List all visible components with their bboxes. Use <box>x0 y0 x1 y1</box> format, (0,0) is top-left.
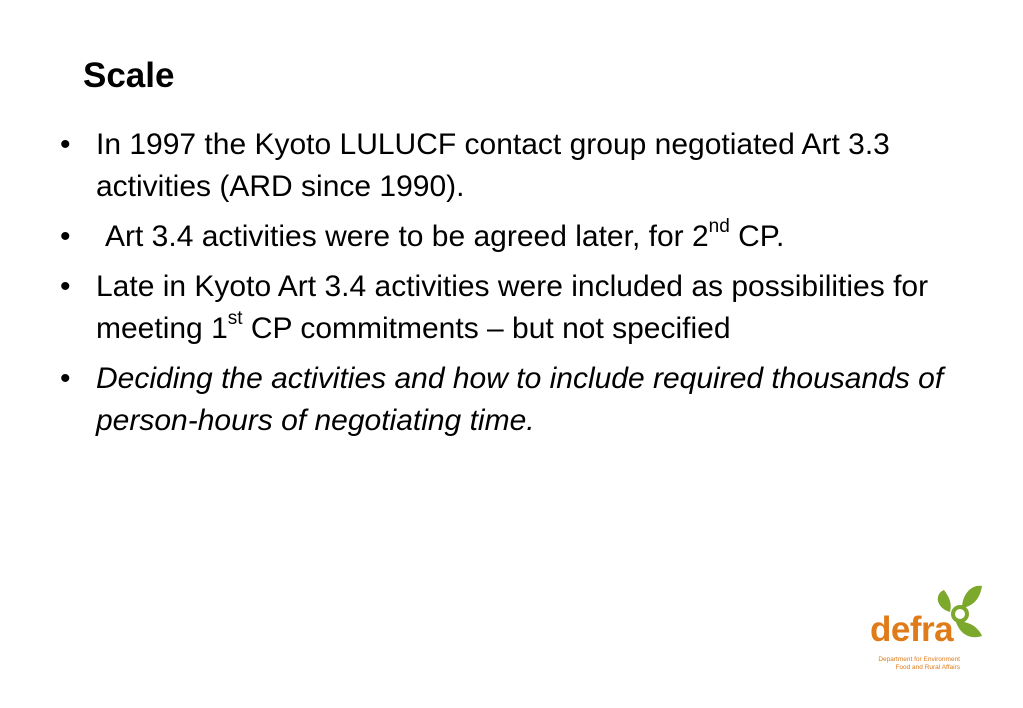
bullet-text <box>96 216 785 253</box>
bullet-marker: • <box>60 362 71 395</box>
logo-wordmark: defra <box>870 610 954 649</box>
bullet-text: Deciding the activities and how to include required thousands of person-hours of negotiating time. <box>96 362 944 437</box>
bullet-marker: • <box>60 220 71 253</box>
bullet-text <box>96 270 928 345</box>
bullet-text-part: Art 3.4 activities were to be agreed later, for 2 <box>105 220 709 253</box>
logo-subtitle <box>868 656 960 672</box>
ordinal-superscript: st <box>227 308 243 329</box>
bullet-marker: • <box>60 270 71 303</box>
bullet-text-part: Late in Kyoto Art 3.4 activities were included as possibilities for meeting 1 <box>96 270 929 345</box>
defra-logo <box>868 582 990 678</box>
bullet-marker: • <box>60 128 71 161</box>
bullet-item <box>56 266 986 350</box>
bullet-item <box>56 124 986 208</box>
bullet-item <box>56 358 986 442</box>
ordinal-superscript: nd <box>708 216 730 237</box>
bullet-text-part: CP commitments – but not specified <box>242 312 731 345</box>
logo-subtitle-line: Department for Environment <box>878 656 960 663</box>
bullet-item <box>56 216 986 258</box>
bullet-text-part: CP. <box>729 220 785 253</box>
bullet-list <box>56 124 986 450</box>
slide-title: Scale <box>83 56 175 95</box>
bullet-text: In 1997 the Kyoto LULUCF contact group negotiated Art 3.3 activities (ARD since 1990). <box>96 128 890 203</box>
logo-subtitle-line: Food and Rural Affairs <box>895 664 960 671</box>
